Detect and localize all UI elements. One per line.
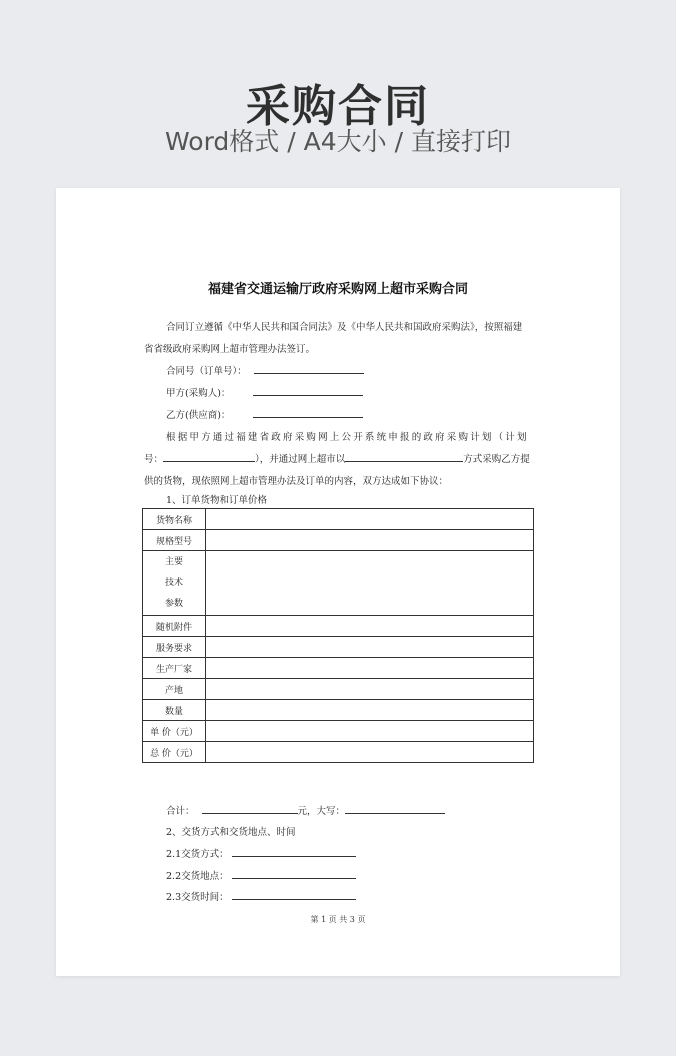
table-row-label: 总 价（元）: [143, 742, 206, 763]
banner-subtitle: Word格式 / A4大小 / 直接打印: [165, 127, 511, 156]
basis-line-2-end: 方式采购乙方提: [463, 454, 530, 465]
basis-line-1: 根据甲方通过福建省政府采购网上公开系统申报的政府采购计划（计划: [166, 432, 529, 443]
delivery-time-label: 2.3交货时间：: [166, 892, 229, 903]
plan-no-blank[interactable]: [163, 452, 255, 462]
intro-line-2: 省省级政府采购网上超市管理办法签订。: [144, 344, 316, 355]
total-row: [166, 803, 445, 817]
goods-table: [142, 508, 534, 763]
purchase-method-blank[interactable]: [345, 452, 463, 462]
banner-title: 采购合同: [246, 81, 430, 132]
delivery-place-label: 2.2交货地点：: [166, 871, 229, 882]
table-row-label: 货物名称: [143, 509, 206, 530]
total-amount-blank[interactable]: [202, 804, 298, 814]
delivery-method-blank[interactable]: [232, 847, 356, 857]
page-number: 第 1 页 共 3 页: [310, 915, 366, 924]
party-b-label: 乙方(供应商)：: [166, 410, 231, 421]
basis-line-3: 供的货物，现依照网上超市管理办法及订单的内容，双方达成如下协议：: [144, 476, 449, 487]
party-b-row: [166, 407, 363, 421]
delivery-method-label: 2.1交货方式：: [166, 849, 229, 860]
contract-no-row: [166, 363, 364, 377]
basis-line-2: [144, 451, 530, 465]
delivery-time-blank[interactable]: [232, 890, 356, 900]
table-row: [143, 658, 534, 679]
table-row-label: 单 价（元）: [143, 721, 206, 742]
delivery-method-row: [166, 846, 356, 860]
party-a-blank[interactable]: [253, 386, 363, 396]
table-row-value[interactable]: [206, 616, 534, 637]
party-a-row: [166, 385, 363, 399]
table-row-label: 服务要求: [143, 637, 206, 658]
basis-line-2-middle: ），并通过网上超市以: [255, 454, 346, 465]
table-row-value[interactable]: [206, 509, 534, 530]
table-row-label: 生产厂家: [143, 658, 206, 679]
party-b-blank[interactable]: [253, 408, 363, 418]
document-title: 福建省交通运输厅政府采购网上超市采购合同: [207, 282, 468, 297]
table-row-label: 随机附件: [143, 616, 206, 637]
total-label: 合计：: [166, 806, 195, 817]
table-row: [143, 637, 534, 658]
table-row: [143, 509, 534, 530]
table-row: [143, 742, 534, 763]
table-row: [143, 530, 534, 551]
table-row-value[interactable]: [206, 679, 534, 700]
table-row-value[interactable]: [206, 551, 534, 616]
plan-no-label: 号：: [144, 454, 164, 465]
table-row: [143, 700, 534, 721]
section-2-heading: 2、交货方式和交货地点、时间: [166, 827, 296, 838]
table-row-label: 产地: [143, 679, 206, 700]
table-row-value[interactable]: [206, 658, 534, 679]
contract-no-label: 合同号（订单号）：: [166, 366, 247, 377]
section-1-heading: 1、订单货物和订单价格: [166, 495, 268, 506]
table-row: [143, 551, 534, 616]
total-yuan-label: 元，大写：: [297, 806, 346, 817]
delivery-place-row: [166, 868, 356, 882]
table-row-label: 主要 技术 参数: [143, 551, 206, 616]
contract-no-blank[interactable]: [254, 364, 364, 374]
table-row: [143, 721, 534, 742]
table-row-value[interactable]: [206, 637, 534, 658]
table-row-value[interactable]: [206, 742, 534, 763]
delivery-time-row: [166, 889, 356, 903]
table-row-value[interactable]: [206, 700, 534, 721]
table-row-label: 规格型号: [143, 530, 206, 551]
delivery-place-blank[interactable]: [232, 869, 356, 879]
intro-line-1: 合同订立遵循《中华人民共和国合同法》及《中华人民共和国政府采购法》，按照福建: [166, 322, 523, 333]
table-row: [143, 679, 534, 700]
total-words-blank[interactable]: [345, 804, 445, 814]
document-body: [56, 188, 620, 976]
table-row-value[interactable]: [206, 530, 534, 551]
table-row-label: 数量: [143, 700, 206, 721]
document-page: [56, 188, 620, 976]
table-row: [143, 616, 534, 637]
party-a-label: 甲方(采购人)：: [166, 388, 231, 399]
table-row-value[interactable]: [206, 721, 534, 742]
